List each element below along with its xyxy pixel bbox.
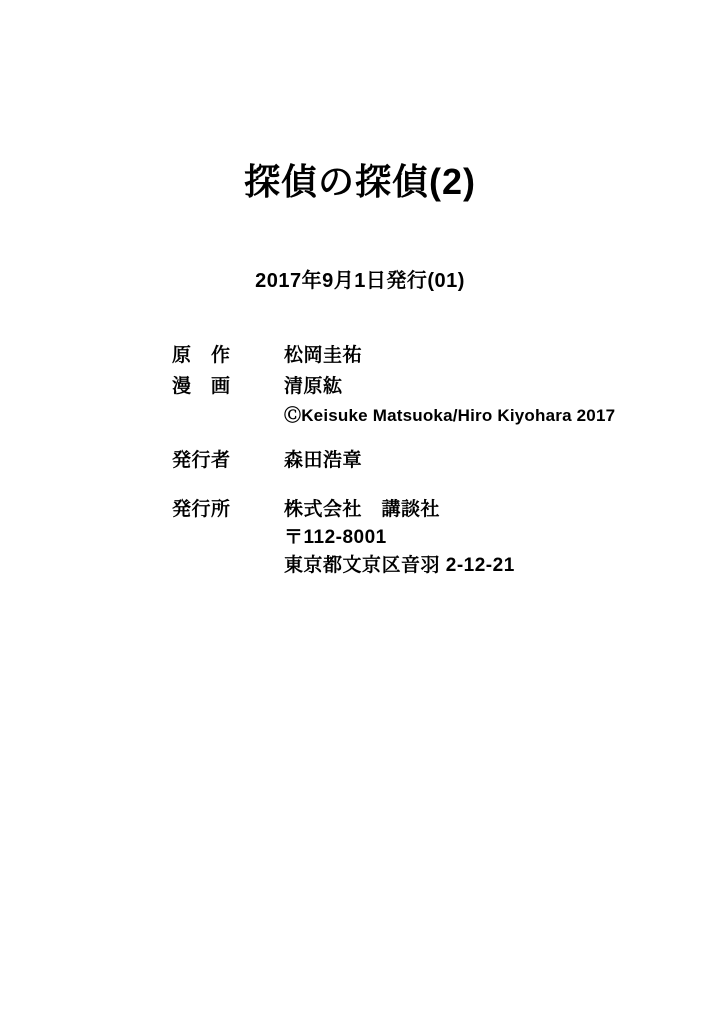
credit-row-publisher-company <box>172 496 672 524</box>
postal-code: 〒112-8001 <box>284 526 387 548</box>
page-title: 探偵の探偵(2) <box>244 161 476 202</box>
spacer <box>172 429 672 447</box>
credit-value-publisher-person: 森田浩章 <box>284 449 363 471</box>
credit-row-illustrator <box>172 373 672 401</box>
credits-block <box>172 342 672 581</box>
copyright-notice: ⒸKeisuke Matsuoka/Hiro Kiyohara 2017 <box>284 406 616 426</box>
publication-date: 2017年9月1日発行(01) <box>255 270 465 292</box>
credit-label-publisher-person: 発行者 <box>172 449 231 471</box>
credit-label-publisher-company: 発行所 <box>172 499 231 521</box>
credit-value-original-author: 松岡圭祐 <box>284 345 363 366</box>
credit-value-illustrator: 清原紘 <box>284 375 343 397</box>
credit-label-illustrator: 漫 画 <box>172 375 231 397</box>
credit-value-publisher-company: 株式会社 講談社 <box>284 499 441 521</box>
credit-row-publisher-person <box>172 447 672 475</box>
credit-row-original-author <box>172 342 672 370</box>
publisher-address: 東京都文京区音羽 2-12-21 <box>284 555 515 577</box>
spacer <box>172 474 672 496</box>
credit-label-original-author: 原 作 <box>172 345 231 366</box>
